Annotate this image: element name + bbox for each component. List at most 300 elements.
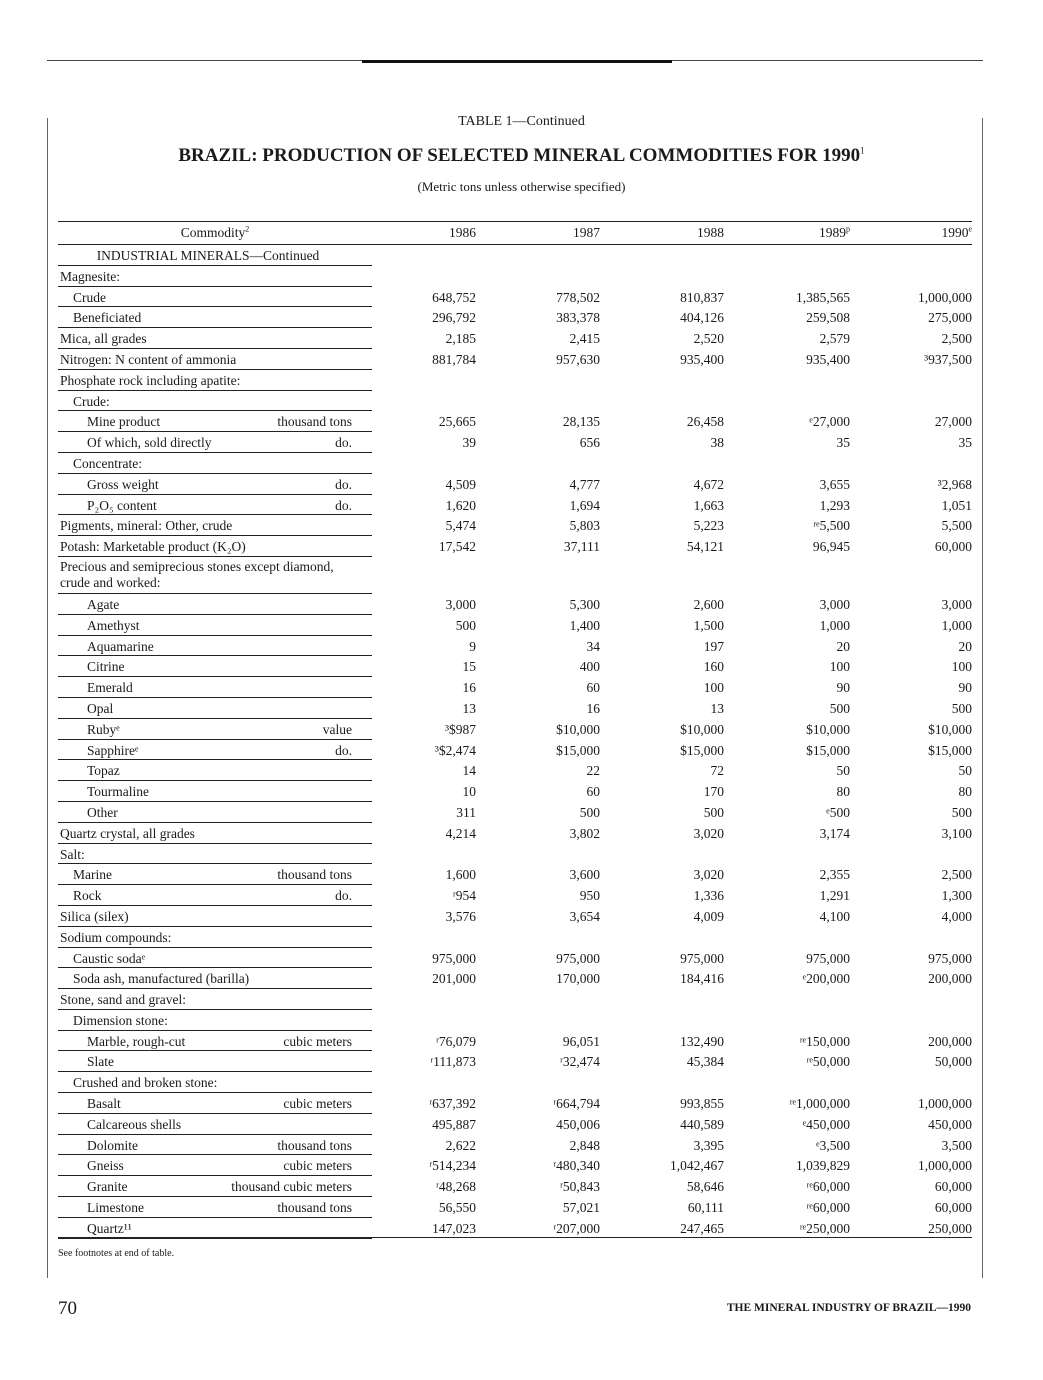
year-header-1986 bbox=[449, 225, 476, 241]
commodity-cell bbox=[58, 1031, 372, 1052]
commodity-header bbox=[58, 225, 372, 241]
commodity-label: Opal bbox=[87, 700, 114, 716]
value-cell-1986: 495,887 bbox=[432, 1116, 476, 1132]
value-cell-1988: 3,020 bbox=[693, 825, 724, 841]
value-cell-1988: 132,490 bbox=[680, 1033, 724, 1049]
commodity-cell bbox=[58, 1218, 372, 1239]
commodity-cell bbox=[58, 906, 372, 927]
commodity-label: Topaz bbox=[87, 763, 120, 779]
commodity-cell bbox=[58, 474, 372, 495]
value-cell-1988: 4,672 bbox=[693, 476, 724, 492]
value-cell-1987: 4,777 bbox=[569, 476, 600, 492]
value-cell-1990: ³2,968 bbox=[937, 476, 972, 492]
commodity-cell bbox=[58, 245, 372, 266]
commodity-label: Calcareous shells bbox=[87, 1116, 182, 1132]
page-number: 70 bbox=[58, 1298, 77, 1319]
value-cell-1990: 1,000,000 bbox=[918, 1096, 972, 1112]
unit-label: thousand cubic meters bbox=[231, 1179, 352, 1195]
commodity-label: Sapphireᵉ bbox=[87, 742, 139, 758]
value-cell-1988: 197 bbox=[703, 638, 724, 654]
value-cell-1987: 37,111 bbox=[563, 539, 600, 555]
value-cell-1990: 90 bbox=[958, 680, 972, 696]
commodity-label: Agate bbox=[87, 596, 120, 612]
value-cell-1986: 1,620 bbox=[445, 497, 476, 513]
value-cell-1988: 2,520 bbox=[693, 331, 724, 347]
value-cell-1988: 170 bbox=[703, 784, 724, 800]
value-cell-1989: 2,579 bbox=[819, 331, 850, 347]
table-row bbox=[58, 287, 972, 308]
commodity-cell bbox=[58, 615, 372, 636]
unit-label: thousand tons bbox=[277, 1137, 352, 1153]
value-cell-1990: 4,000 bbox=[941, 908, 972, 924]
table-row bbox=[58, 1135, 972, 1156]
year-header-1989 bbox=[819, 225, 850, 241]
commodity-label: Rubyᵉ bbox=[87, 721, 120, 737]
value-cell-1990: 50 bbox=[958, 763, 972, 779]
value-cell-1989: ʳᵉ1,000,000 bbox=[789, 1096, 850, 1112]
commodity-cell bbox=[58, 719, 372, 740]
value-cell-1986: ʳ954 bbox=[452, 888, 476, 904]
table-row bbox=[58, 802, 972, 823]
year-header-label: 1986 bbox=[449, 225, 476, 240]
value-cell-1990: $10,000 bbox=[928, 721, 972, 737]
value-cell-1987: ʳ50,843 bbox=[559, 1179, 600, 1195]
commodity-cell bbox=[58, 989, 372, 1010]
year-header-footnote: p bbox=[846, 224, 850, 234]
value-cell-1989: 2,355 bbox=[819, 867, 850, 883]
value-cell-1989: 1,293 bbox=[819, 497, 850, 513]
commodity-cell bbox=[58, 307, 372, 328]
unit-label: cubic meters bbox=[283, 1158, 352, 1174]
value-cell-1986: 3,000 bbox=[445, 596, 476, 612]
value-cell-1990: 1,000 bbox=[941, 617, 972, 633]
value-cell-1986: 4,214 bbox=[445, 825, 476, 841]
value-cell-1987: ʳ664,794 bbox=[553, 1096, 600, 1112]
value-cell-1988: 3,395 bbox=[693, 1137, 724, 1153]
running-footer: THE MINERAL INDUSTRY OF BRAZIL—1990 bbox=[726, 1302, 971, 1314]
value-cell-1990: 20 bbox=[958, 638, 972, 654]
value-cell-1989: ᵉ500 bbox=[826, 804, 850, 820]
value-cell-1990: 1,000,000 bbox=[918, 289, 972, 305]
value-cell-1988: 58,646 bbox=[686, 1179, 724, 1195]
value-cell-1988: 1,663 bbox=[693, 497, 724, 513]
value-cell-1986: 500 bbox=[455, 617, 476, 633]
table-title bbox=[0, 145, 1043, 167]
table-row bbox=[58, 594, 972, 615]
table-row bbox=[58, 1051, 972, 1072]
commodity-header-footnote: 2 bbox=[245, 224, 250, 234]
commodity-label: Magnesite: bbox=[60, 268, 120, 284]
value-cell-1988: 975,000 bbox=[680, 950, 724, 966]
value-cell-1990: 1,000,000 bbox=[918, 1158, 972, 1174]
value-cell-1989: ʳᵉ60,000 bbox=[806, 1179, 850, 1195]
value-cell-1986: 56,550 bbox=[438, 1200, 476, 1216]
commodity-cell bbox=[58, 495, 372, 516]
commodity-cell bbox=[58, 453, 372, 474]
table-header-row bbox=[58, 221, 972, 245]
unit-label: thousand tons bbox=[277, 414, 352, 430]
unit-label: do. bbox=[335, 435, 352, 451]
value-cell-1988: 54,121 bbox=[686, 539, 724, 555]
commodity-label: Of which, sold directly bbox=[87, 435, 212, 451]
value-cell-1987: ʳ207,000 bbox=[553, 1220, 600, 1236]
table-row bbox=[58, 391, 972, 412]
value-cell-1988: 404,126 bbox=[680, 310, 724, 326]
commodity-cell bbox=[58, 557, 372, 594]
value-cell-1989: 1,385,565 bbox=[796, 289, 850, 305]
value-cell-1987: 96,051 bbox=[562, 1033, 600, 1049]
year-header-footnote: e bbox=[968, 224, 972, 234]
commodity-cell bbox=[58, 656, 372, 677]
value-cell-1987: 3,600 bbox=[569, 867, 600, 883]
value-cell-1989: 1,291 bbox=[819, 888, 850, 904]
commodity-label: Quartz crystal, all grades bbox=[60, 825, 195, 841]
value-cell-1987: 3,654 bbox=[569, 908, 600, 924]
value-cell-1990: 450,000 bbox=[928, 1116, 972, 1132]
value-cell-1988: 935,400 bbox=[680, 351, 724, 367]
commodity-label: Pigments, mineral: Other, crude bbox=[60, 518, 233, 534]
value-cell-1989: 35 bbox=[836, 435, 850, 451]
commodity-cell bbox=[58, 823, 372, 844]
table-row bbox=[58, 349, 972, 370]
table-row bbox=[58, 615, 972, 636]
commodity-label: Emerald bbox=[87, 680, 133, 696]
commodity-label: Soda ash, manufactured (barilla) bbox=[73, 971, 250, 987]
value-cell-1989: 500 bbox=[829, 700, 850, 716]
commodity-label: Phosphate rock including apatite: bbox=[60, 372, 241, 388]
right-margin-rule bbox=[982, 118, 983, 1278]
value-cell-1989: ᵉ450,000 bbox=[802, 1116, 850, 1132]
commodity-label: Tourmaline bbox=[87, 784, 150, 800]
value-cell-1987: $15,000 bbox=[556, 742, 600, 758]
value-cell-1987: 950 bbox=[579, 888, 600, 904]
commodity-label: Beneficiated bbox=[73, 310, 142, 326]
commodity-cell bbox=[58, 432, 372, 453]
table-row bbox=[58, 989, 972, 1010]
commodity-label: Sodium compounds: bbox=[60, 929, 172, 945]
value-cell-1987: 2,848 bbox=[569, 1137, 600, 1153]
table-body bbox=[58, 245, 972, 1239]
value-cell-1986: 3,576 bbox=[445, 908, 476, 924]
table-row bbox=[58, 432, 972, 453]
commodity-cell bbox=[58, 677, 372, 698]
value-cell-1990: 275,000 bbox=[928, 310, 972, 326]
value-cell-1990: 500 bbox=[951, 700, 972, 716]
value-cell-1990: 35 bbox=[958, 435, 972, 451]
value-cell-1987: 2,415 bbox=[569, 331, 600, 347]
value-cell-1986: 311 bbox=[456, 804, 476, 820]
value-cell-1986: 4,509 bbox=[445, 476, 476, 492]
table-footnote: See footnotes at end of table. bbox=[58, 1248, 175, 1259]
commodity-cell bbox=[58, 328, 372, 349]
table-row bbox=[58, 307, 972, 328]
year-header-1988 bbox=[697, 225, 724, 241]
value-cell-1990: 3,000 bbox=[941, 596, 972, 612]
value-cell-1990: 50,000 bbox=[934, 1054, 972, 1070]
value-cell-1989: $10,000 bbox=[806, 721, 850, 737]
commodity-label: Granite bbox=[87, 1179, 128, 1195]
commodity-label: Gneiss bbox=[87, 1158, 124, 1174]
value-cell-1988: 440,589 bbox=[680, 1116, 724, 1132]
value-cell-1987: 778,502 bbox=[556, 289, 600, 305]
value-cell-1990: 27,000 bbox=[934, 414, 972, 430]
commodity-cell bbox=[58, 885, 372, 906]
production-table bbox=[58, 221, 972, 1239]
value-cell-1988: 100 bbox=[703, 680, 724, 696]
value-cell-1989: 1,039,829 bbox=[796, 1158, 850, 1174]
value-cell-1986: ³$2,474 bbox=[434, 742, 476, 758]
value-cell-1987: 957,630 bbox=[556, 351, 600, 367]
table-row bbox=[58, 536, 972, 557]
commodity-label: INDUSTRIAL MINERALS—Continued bbox=[96, 248, 320, 263]
left-margin-rule bbox=[47, 118, 48, 1278]
year-header-label: 1988 bbox=[697, 225, 724, 240]
commodity-cell bbox=[58, 968, 372, 989]
commodity-label: Aquamarine bbox=[87, 638, 154, 654]
table-row bbox=[58, 328, 972, 349]
value-cell-1986: ʳ111,873 bbox=[430, 1054, 476, 1070]
value-cell-1986: 648,752 bbox=[432, 289, 476, 305]
commodity-cell bbox=[58, 266, 372, 287]
table-row bbox=[58, 474, 972, 495]
value-cell-1987: $10,000 bbox=[556, 721, 600, 737]
value-cell-1989: 935,400 bbox=[806, 351, 850, 367]
value-cell-1987: 170,000 bbox=[556, 971, 600, 987]
table-row bbox=[58, 515, 972, 536]
commodity-cell bbox=[58, 594, 372, 615]
commodity-label: Potash: Marketable product (K₂O) bbox=[60, 539, 246, 555]
unit-label: value bbox=[322, 721, 352, 737]
value-cell-1990: 100 bbox=[951, 659, 972, 675]
year-header-1987 bbox=[573, 225, 600, 241]
commodity-cell bbox=[58, 740, 372, 761]
table-row bbox=[58, 245, 972, 266]
commodity-label: Marine bbox=[73, 867, 112, 883]
unit-label: do. bbox=[335, 888, 352, 904]
commodity-label: Dolomite bbox=[87, 1137, 138, 1153]
table-title-footnote: 1 bbox=[860, 145, 865, 156]
value-cell-1989: 90 bbox=[836, 680, 850, 696]
commodity-cell bbox=[58, 948, 372, 969]
commodity-cell bbox=[58, 636, 372, 657]
value-cell-1990: 1,300 bbox=[941, 888, 972, 904]
commodity-label: Salt: bbox=[60, 846, 85, 862]
value-cell-1990: 60,000 bbox=[934, 1179, 972, 1195]
value-cell-1988: 13 bbox=[710, 700, 724, 716]
value-cell-1990: 200,000 bbox=[928, 1033, 972, 1049]
value-cell-1987: 383,378 bbox=[556, 310, 600, 326]
value-cell-1989: ᵉ3,500 bbox=[816, 1137, 850, 1153]
value-cell-1989: ʳᵉ50,000 bbox=[806, 1054, 850, 1070]
commodity-cell bbox=[58, 391, 372, 412]
commodity-cell bbox=[58, 1197, 372, 1218]
value-cell-1988: 810,837 bbox=[680, 289, 724, 305]
table-row bbox=[58, 1010, 972, 1031]
value-cell-1990: 3,100 bbox=[941, 825, 972, 841]
table-row bbox=[58, 1197, 972, 1218]
table-row bbox=[58, 557, 972, 594]
value-cell-1989: 3,174 bbox=[819, 825, 850, 841]
commodity-cell bbox=[58, 698, 372, 719]
value-cell-1987: 5,300 bbox=[569, 596, 600, 612]
commodity-cell bbox=[58, 844, 372, 865]
table-row bbox=[58, 1218, 972, 1239]
commodity-cell bbox=[58, 1135, 372, 1156]
commodity-cell bbox=[58, 927, 372, 948]
commodity-cell bbox=[58, 411, 372, 432]
value-cell-1986: 39 bbox=[462, 435, 476, 451]
value-cell-1987: 57,021 bbox=[562, 1200, 600, 1216]
value-cell-1986: ʳ637,392 bbox=[429, 1096, 476, 1112]
value-cell-1989: ʳᵉ250,000 bbox=[799, 1220, 850, 1236]
unit-label: cubic meters bbox=[283, 1033, 352, 1049]
commodity-label: Crude bbox=[73, 289, 106, 305]
value-cell-1988: $15,000 bbox=[680, 742, 724, 758]
value-cell-1987: 34 bbox=[586, 638, 600, 654]
year-header-label: 1987 bbox=[573, 225, 600, 240]
table-row bbox=[58, 1155, 972, 1176]
value-cell-1986: ʳ76,079 bbox=[435, 1033, 476, 1049]
value-cell-1990: 1,051 bbox=[941, 497, 972, 513]
commodity-label: Stone, sand and gravel: bbox=[60, 992, 186, 1008]
commodity-cell bbox=[58, 349, 372, 370]
value-cell-1988: 72 bbox=[710, 763, 724, 779]
value-cell-1989: 50 bbox=[836, 763, 850, 779]
value-cell-1987: 16 bbox=[586, 700, 600, 716]
value-cell-1986: 2,185 bbox=[445, 331, 476, 347]
value-cell-1989: 3,655 bbox=[819, 476, 850, 492]
value-cell-1989: 100 bbox=[829, 659, 850, 675]
value-cell-1986: 15 bbox=[462, 659, 476, 675]
table-row bbox=[58, 1031, 972, 1052]
value-cell-1990: 975,000 bbox=[928, 950, 972, 966]
table-row bbox=[58, 823, 972, 844]
value-cell-1986: 14 bbox=[462, 763, 476, 779]
value-cell-1988: 3,020 bbox=[693, 867, 724, 883]
commodity-cell bbox=[58, 1051, 372, 1072]
table-row bbox=[58, 968, 972, 989]
value-cell-1987: ʳ480,340 bbox=[553, 1158, 600, 1174]
table-row bbox=[58, 411, 972, 432]
value-cell-1989: 3,000 bbox=[819, 596, 850, 612]
value-cell-1986: 2,622 bbox=[445, 1137, 476, 1153]
commodity-label: Quartz¹¹ bbox=[87, 1220, 132, 1236]
commodity-label: Citrine bbox=[87, 659, 125, 675]
commodity-cell bbox=[58, 515, 372, 536]
value-cell-1990: 2,500 bbox=[941, 331, 972, 347]
value-cell-1987: 400 bbox=[579, 659, 600, 675]
value-cell-1987: 656 bbox=[579, 435, 600, 451]
top-rule-accent bbox=[362, 60, 672, 63]
value-cell-1986: 10 bbox=[462, 784, 476, 800]
table-row bbox=[58, 864, 972, 885]
commodity-label: Silica (silex) bbox=[60, 908, 129, 924]
table-row bbox=[58, 719, 972, 740]
commodity-label: Marble, rough-cut bbox=[87, 1033, 186, 1049]
value-cell-1986: 17,542 bbox=[438, 539, 476, 555]
table-row bbox=[58, 906, 972, 927]
value-cell-1988: 160 bbox=[703, 659, 724, 675]
commodity-label: Gross weight bbox=[87, 476, 159, 492]
value-cell-1990: 3,500 bbox=[941, 1137, 972, 1153]
value-cell-1986: 1,600 bbox=[445, 867, 476, 883]
unit-label: do. bbox=[335, 497, 352, 513]
value-cell-1988: 247,465 bbox=[680, 1220, 724, 1236]
table-row bbox=[58, 740, 972, 761]
value-cell-1989: ʳᵉ5,500 bbox=[813, 518, 850, 534]
value-cell-1989: 4,100 bbox=[819, 908, 850, 924]
value-cell-1990: ³937,500 bbox=[924, 351, 972, 367]
value-cell-1990: 2,500 bbox=[941, 867, 972, 883]
year-header-label: 1989 bbox=[819, 225, 846, 240]
unit-label: cubic meters bbox=[283, 1096, 352, 1112]
value-cell-1988: 26,458 bbox=[686, 414, 724, 430]
commodity-cell bbox=[58, 781, 372, 802]
table-row bbox=[58, 1176, 972, 1197]
value-cell-1989: $15,000 bbox=[806, 742, 850, 758]
year-header-label: 1990 bbox=[941, 225, 969, 240]
commodity-cell bbox=[58, 1114, 372, 1135]
value-cell-1989: 259,508 bbox=[806, 310, 850, 326]
value-cell-1987: 1,400 bbox=[569, 617, 600, 633]
commodity-cell bbox=[58, 1176, 372, 1197]
table-row bbox=[58, 370, 972, 391]
commodity-label: Mica, all grades bbox=[60, 331, 147, 347]
commodity-header-label: Commodity bbox=[180, 225, 246, 240]
table-row bbox=[58, 1093, 972, 1114]
unit-label: do. bbox=[335, 742, 352, 758]
unit-label: thousand tons bbox=[277, 867, 352, 883]
value-cell-1986: 201,000 bbox=[432, 971, 476, 987]
value-cell-1988: 45,384 bbox=[686, 1054, 724, 1070]
commodity-label: P₂O₅ content bbox=[87, 497, 157, 513]
value-cell-1988: 38 bbox=[710, 435, 724, 451]
value-cell-1986: ʳ514,234 bbox=[429, 1158, 476, 1174]
value-cell-1986: ʳ48,268 bbox=[435, 1179, 476, 1195]
commodity-cell bbox=[58, 802, 372, 823]
value-cell-1990: 200,000 bbox=[928, 971, 972, 987]
value-cell-1990: 5,500 bbox=[941, 518, 972, 534]
table-subtitle: (Metric tons unless otherwise specified) bbox=[417, 179, 626, 194]
table-row bbox=[58, 927, 972, 948]
value-cell-1989: 1,000 bbox=[819, 617, 850, 633]
value-cell-1989: ʳᵉ60,000 bbox=[806, 1200, 850, 1216]
value-cell-1986: 16 bbox=[462, 680, 476, 696]
commodity-label: Crude: bbox=[73, 393, 110, 409]
value-cell-1987: 450,006 bbox=[556, 1116, 600, 1132]
commodity-cell bbox=[58, 536, 372, 557]
value-cell-1988: 60,111 bbox=[687, 1200, 724, 1216]
value-cell-1986: 975,000 bbox=[432, 950, 476, 966]
value-cell-1989: ʳᵉ150,000 bbox=[799, 1033, 850, 1049]
table-row bbox=[58, 781, 972, 802]
table-row bbox=[58, 698, 972, 719]
value-cell-1986: 5,474 bbox=[445, 518, 476, 534]
commodity-cell bbox=[58, 1093, 372, 1114]
value-cell-1988: 993,855 bbox=[680, 1096, 724, 1112]
value-cell-1986: 881,784 bbox=[432, 351, 476, 367]
table-row bbox=[58, 948, 972, 969]
table-bottom-rule bbox=[58, 1237, 972, 1238]
value-cell-1987: ʳ32,474 bbox=[559, 1054, 600, 1070]
table-row bbox=[58, 636, 972, 657]
value-cell-1989: 80 bbox=[836, 784, 850, 800]
value-cell-1988: 1,500 bbox=[693, 617, 724, 633]
table-title-text: BRAZIL: PRODUCTION OF SELECTED MINERAL COMMODITIES FOR 1990 bbox=[178, 145, 861, 166]
value-cell-1986: ³$987 bbox=[444, 721, 476, 737]
commodity-label: Precious and semiprecious stones except diamond, crude and worked: bbox=[60, 558, 334, 590]
value-cell-1990: 500 bbox=[951, 804, 972, 820]
